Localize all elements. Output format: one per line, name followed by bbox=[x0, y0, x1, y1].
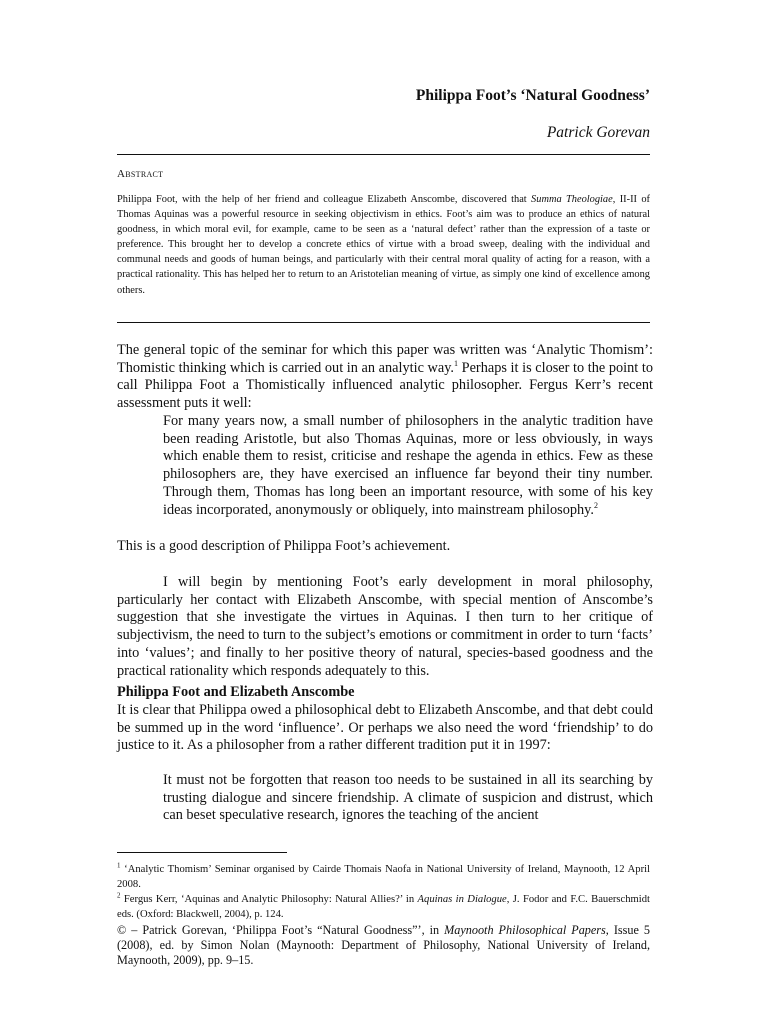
copyright-note: © – Patrick Gorevan, ‘Philippa Foot’s “Natural Goodness”’, in Maynooth Philosophical Papers, Issue 5 (2008), ed. by Simon Nolan (Maynooth: Department of Philosophy, National University of Ireland, Maynooth, 2009), pp. 9–15. bbox=[117, 923, 650, 968]
paper-author: Patrick Gorevan bbox=[546, 124, 650, 141]
block-quote-kerr: For many years now, a small number of philosophers in the analytic tradition have been reading Aristotle, but also Thomas Aquinas, more or less obviously, in ways which enable them to resist, criticise and reshape the agenda in ethics. Few as these philosophers are, they have exercised an influence far beyond their tiny number. Through them, Thomas has long been an important resource, with some of his key ideas incorporated, anonymously or obliquely, into mainstream philosophy.$^2$ bbox=[163, 413, 653, 518]
abstract-divider bbox=[117, 322, 650, 323]
abstract-italic: Summa Theologiae bbox=[531, 194, 613, 205]
section-heading: Philippa Foot and Elizabeth Anscombe bbox=[117, 684, 355, 700]
paper-title: Philippa Foot’s ‘Natural Goodness’ bbox=[415, 87, 650, 104]
summary-paragraph: This is a good description of Philippa Foot’s achievement. bbox=[117, 538, 451, 554]
footnote-ref-1: 1 bbox=[454, 358, 459, 368]
intro-paragraph: The general topic of the seminar for which this paper was written was ‘Analytic Thomism’: Thomistic thinking which is carried out in an analytic way.$^1$ Perhaps it is closer to the point to call Philippa Foot a Thomistically influenced analytic philosopher. Fergus Kerr’s recent assessment puts it well: bbox=[117, 342, 653, 412]
outline-paragraph: I will begin by mentioning Foot’s early development in moral philosophy, particularly her contact with Elizabeth Anscombe, with special mention of Anscombe’s suggestion that she investigate the virtues in Aquinas. I then turn to her critique of subjectivism, the need to turn to the subject’s emotions or commitment in order to turn ‘facts’ into ‘values’; and finally to her positive theory of natural, species-based goodness and the practical rationality which responds adequately to this. bbox=[117, 574, 653, 679]
footnote-ref-2: 2 bbox=[593, 500, 598, 510]
top-divider bbox=[117, 154, 650, 155]
abstract-heading: Abstract bbox=[117, 168, 164, 180]
footnote-2: $^2$ Fergus Kerr, ‘Aquinas and Analytic Philosophy: Natural Allies?’ in Aquinas in Dialogue, J. Fodor and F.C. Bauerschmidt eds. (Oxford: Blackwell, 2004), p. 124. bbox=[117, 891, 650, 920]
anscombe-paragraph: It is clear that Philippa owed a philosophical debt to Elizabeth Anscombe, and that debt could be summed up in the word ‘influence’. Or perhaps we also need the word ‘friendship’ to do justice to it. As a philosopher from a rather different tradition put it in 1997: bbox=[117, 702, 653, 754]
block-quote-friendship: It must not be forgotten that reason too needs to be sustained in all its searching by trusting dialogue and sincere friendship. A climate of suspicion and distrust, which can beset speculative research, ignores the teaching of the ancient bbox=[163, 772, 653, 824]
abstract-text: Philippa Foot, with the help of her friend and colleague Elizabeth Anscombe, discovered that Summa Theologiae, II-II of Thomas Aquinas was a powerful resource in seeking objectivism in ethics. Foot’s aim was to produce an ethics of natural goodness, in which moral evil, for example, came to be seen as a ‘natural defect’ rather than the expression of a taste or preference. This brought her to develop a concrete ethics of virtue with a broad sweep, dealing with the individual and communal needs and goods of human beings, and particularly with their central moral quality of acting for a reason, with a practical rationality. This has helped her to return to an Aristotelian meaning of virtue, as simply one kind of excellence among others. bbox=[117, 194, 650, 296]
footnote-1: $^1$ ‘Analytic Thomism’ Seminar organised by Cairde Thomais Naofa in National University of Ireland, Maynooth, 12 April 2008. bbox=[117, 861, 650, 890]
footnote-divider bbox=[117, 852, 287, 853]
